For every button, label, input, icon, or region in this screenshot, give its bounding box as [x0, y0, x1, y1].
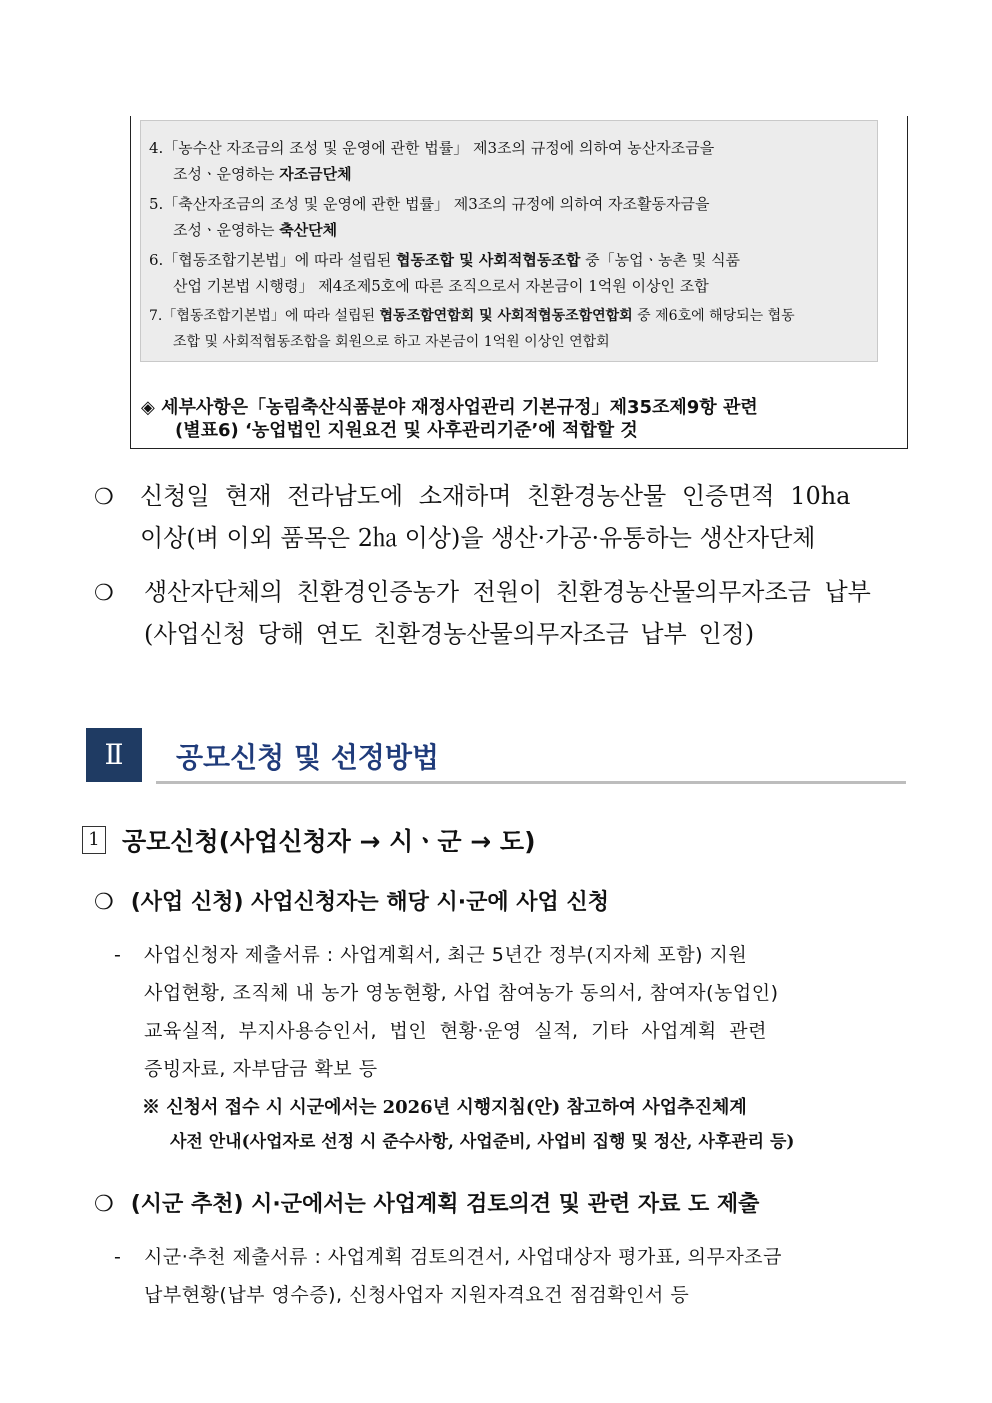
list-item: 7.「협동조합기본법」에 따라 설립된 협동조합연합회 및 사회적협동조합연합회 중 제6호에 해당되는 협동: [149, 308, 795, 324]
list-item: 5.「축산자조금의 조성 및 운영에 관한 법률」 제3조의 규정에 의하여 자조활동자금을: [149, 195, 710, 213]
bullet-1-line2: 이상(벼 이외 품목은 2㏊ 이상)을 생산·가공·유통하는 생산자단체: [140, 524, 816, 552]
item-1-heading: ❍ (사업 신청) 사업신청자는 해당 시·군에 사업 신청: [94, 890, 609, 915]
item-1-line: 사업현황, 조직체 내 농가 영농현황, 사업 참여농가 동의서, 참여자(농업인): [144, 982, 779, 1004]
item-1-line: 사업신청자 제출서류 : 사업계획서, 최근 5년간 정부(지자체 포함) 지원: [144, 944, 748, 966]
reference-note-line-2: 사전 안내(사업자로 선정 시 준수사항, 사업준비, 사업비 집행 및 정산, 사후관리 등): [170, 1132, 795, 1152]
bullet-mark: ❍: [94, 581, 114, 606]
list-item-cont: 조합 및 사회적협동조합을 회원으로 하고 자본금이 1억원 이상인 연합회: [173, 334, 610, 350]
list-item-cont: 산업 기본법 시행령」 제4조제5호에 따른 조직으로서 자본금이 1억원 이상인 조합: [173, 277, 709, 295]
bullet-1-line1: 신청일 현재 전라남도에 소재하며 친환경농산물 인증면적 10ha: [140, 482, 851, 510]
item-2-heading: ❍ (시군 추천) 시·군에서는 사업계획 검토의견 및 관련 자료 도 제출: [94, 1192, 760, 1217]
bullet-1: [94, 476, 114, 518]
dash-mark: -: [114, 944, 122, 966]
bullet-2-line2: (사업신청 당해 연도 친환경농산물의무자조금 납부 인정): [144, 620, 755, 648]
section-number: Ⅱ: [86, 728, 142, 782]
item-2-line: 납부현황(납부 영수증), 신청사업자 지원자격요건 점검확인서 등: [144, 1284, 690, 1306]
note-line-2: (별표6) ‘농업법인 지원요건 및 사후관리기준’에 적합할 것: [175, 420, 638, 441]
section-divider: [156, 781, 906, 784]
list-item: 4.「농수산 자조금의 조성 및 운영에 관한 법률」 제3조의 규정에 의하여 농산자조금을: [149, 139, 715, 157]
item-2-line: 시군·추천 제출서류 : 사업계획 검토의견서, 사업대상자 평가표, 의무자조금: [144, 1246, 782, 1268]
item-1-line: 교육실적, 부지사용승인서, 법인 현황·운영 실적, 기타 사업계획 관련: [144, 1020, 767, 1042]
subsection-number: 1: [82, 826, 106, 854]
list-item: 6.「협동조합기본법」에 따라 설립된 협동조합 및 사회적협동조합 중「농업ㆍ농촌 및 식품: [149, 251, 741, 269]
bullet-mark: ❍: [94, 1192, 114, 1217]
bullet-mark: ❍: [94, 485, 114, 510]
criteria-list: [140, 120, 878, 362]
reference-note-line-1: ※ 신청서 접수 시 시군에서는 2026년 시행지침(안) 참고하여 사업추진체계: [142, 1097, 747, 1118]
bullet-2: [94, 572, 114, 614]
bullet-2-line1: 생산자단체의 친환경인증농가 전원이 친환경농산물의무자조금 납부: [144, 578, 871, 606]
item-1-line: 증빙자료, 자부담금 확보 등: [144, 1058, 378, 1080]
section-title: 공모신청 및 선정방법: [176, 741, 439, 774]
note-line-1: ◈ 세부사항은「농림축산식품분야 재정사업관리 기본규정」제35조제9항 관련: [141, 397, 758, 418]
bullet-mark: ❍: [94, 890, 114, 915]
list-item-cont: 조성ㆍ운영하는 자조금단체: [173, 165, 352, 183]
list-item-cont: 조성ㆍ운영하는 축산단체: [173, 221, 338, 239]
dash-mark: -: [114, 1246, 122, 1268]
subsection-title: 공모신청(사업신청자 → 시ㆍ군 → 도): [122, 827, 536, 856]
